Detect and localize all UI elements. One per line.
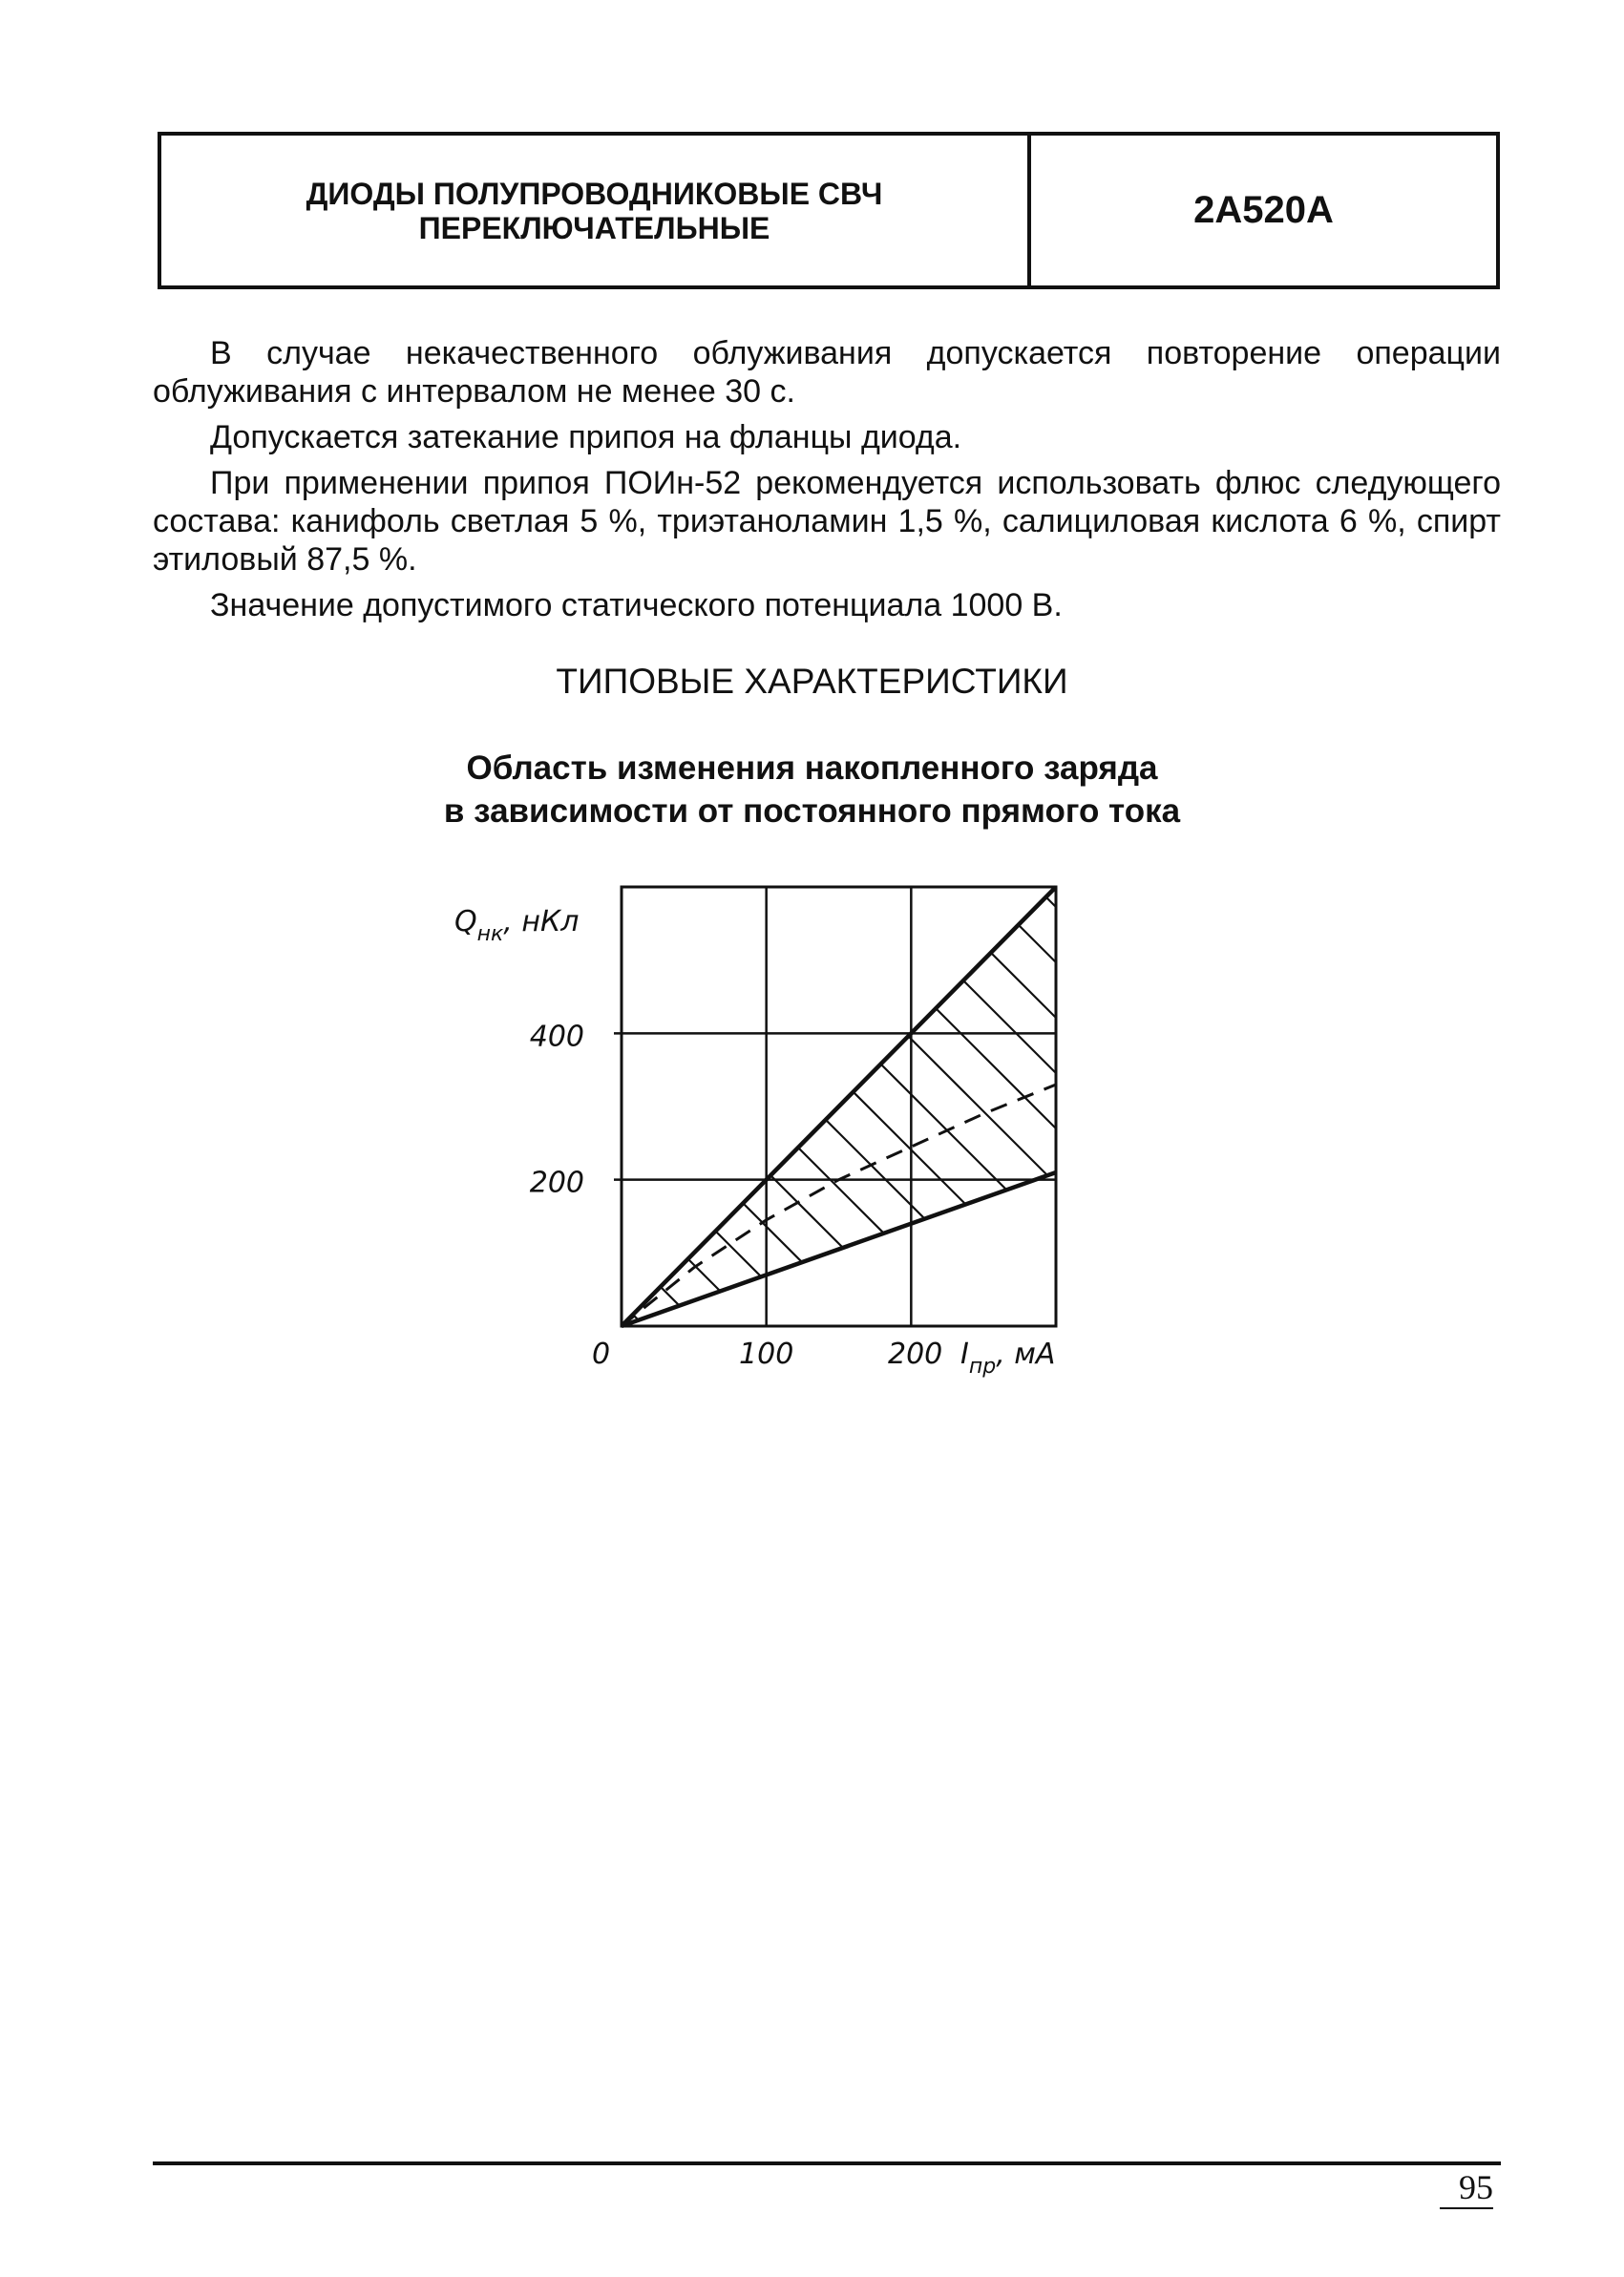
hatch-line (1147, 887, 1624, 1432)
x-tick-label: 200 (888, 1338, 943, 1371)
hatch-line (704, 887, 1563, 1432)
chart-title-line1: Область изменения накопленного заряда (466, 749, 1158, 787)
hatch-line (1202, 887, 1624, 1432)
hatch-line (261, 887, 1120, 1432)
hatch-line (1257, 887, 1624, 1432)
page-number: 95 (1459, 2168, 1493, 2206)
header-title-line1: ДИОДЫ ПОЛУПРОВОДНИКОВЫЕ СВЧ (306, 176, 883, 211)
hatch-line (0, 887, 788, 1432)
hatch-line (1424, 887, 1624, 1432)
hatch-line (95, 887, 954, 1432)
page-number-underline (1440, 2207, 1493, 2209)
paragraph: Значение допустимого статического потенциала 1000 В. (210, 587, 1063, 623)
hatch-line (0, 887, 622, 1432)
hatch-line (0, 887, 843, 1432)
section-title: ТИПОВЫЕ ХАРАКТЕРИСТИКИ (556, 662, 1068, 701)
hatch-line (1479, 887, 1624, 1432)
y-tick-label: 200 (529, 1166, 584, 1200)
origin-label: 0 (592, 1338, 611, 1371)
series-line-lower (622, 1172, 1056, 1326)
series-line-typical (622, 1085, 1056, 1326)
paragraph: При применении припоя ПОИн-52 рекомендуется использовать флюс следующего состава: канифоль светлая 5 %, триэтаноламин 1,5 %, салициловая кислота 6 %, спирт этиловый 87,5 %. (153, 465, 1501, 578)
hatch-line (981, 887, 1624, 1432)
hatch-line (0, 887, 677, 1432)
header-title-line2: ПЕРЕКЛЮЧАТЕЛЬНЫЕ (418, 210, 770, 245)
paragraph: В случае некачественного облуживания допускается повторение операции облуживания с интервалом не менее 30 с. (153, 335, 1501, 410)
chart-title-line2: в зависимости от постоянного прямого тока (443, 792, 1181, 830)
hatch-line (371, 887, 1231, 1432)
hatch-line (1091, 887, 1624, 1432)
x-axis-label: $I_{пр}$, мА (960, 1338, 1056, 1379)
series-line-upper (622, 887, 1056, 1326)
hatch-line (427, 887, 1286, 1432)
x-tick-label: 100 (739, 1338, 794, 1371)
hatch-line (1036, 887, 1624, 1432)
hatch-line (150, 887, 1009, 1432)
y-axis-label: $Q_{нк}$, нКл (454, 905, 580, 946)
y-tick-label: 400 (529, 1020, 584, 1054)
header-model: 2А520А (1193, 189, 1334, 231)
paragraph: Допускается затекание припоя на фланцы диода. (210, 419, 962, 455)
hatch-line (870, 887, 1624, 1432)
hatch-line (1313, 887, 1624, 1432)
footer-rule (153, 2161, 1501, 2165)
hatch-line (1368, 887, 1624, 1432)
